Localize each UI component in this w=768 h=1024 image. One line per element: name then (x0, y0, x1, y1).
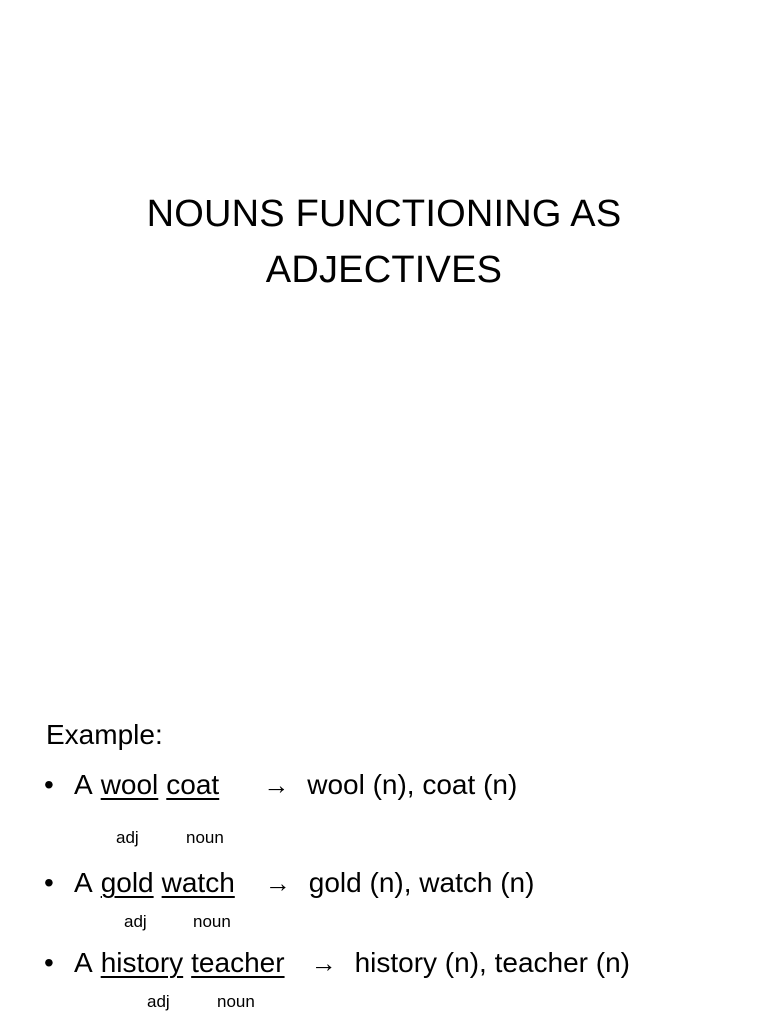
arrow-right-icon: → (310, 948, 337, 978)
adj-label: adj (116, 828, 139, 847)
noun-label: noun (217, 992, 255, 1011)
article: A (74, 947, 93, 978)
noun-word: teacher (191, 947, 285, 978)
bullet-icon: • (44, 867, 54, 898)
title-line-2: ADJECTIVES (265, 249, 503, 291)
noun-word: watch (161, 867, 235, 898)
adjective-word: history (100, 947, 184, 978)
example-item-3 (44, 945, 630, 981)
slide-title (0, 186, 768, 298)
article: A (74, 867, 93, 898)
noun-word: coat (166, 769, 220, 800)
title-line-1: NOUNS FUNCTIONING AS (146, 193, 622, 235)
example-result: wool (n), coat (n) (307, 769, 518, 800)
bullet-icon: • (44, 947, 54, 978)
adj-label: adj (124, 912, 147, 931)
example-item-1 (44, 767, 517, 803)
adjective-word: gold (100, 867, 154, 898)
arrow-right-icon: → (264, 868, 291, 898)
adj-label: adj (147, 992, 170, 1011)
noun-label: noun (193, 912, 231, 931)
arrow-right-icon: → (263, 770, 290, 800)
example-result: history (n), teacher (n) (354, 947, 630, 978)
example-result: gold (n), watch (n) (308, 867, 535, 898)
adjective-word: wool (100, 769, 159, 800)
noun-label: noun (186, 828, 224, 847)
article: A (74, 769, 93, 800)
bullet-icon: • (44, 769, 54, 800)
example-item-2 (44, 865, 534, 901)
example-heading: Example: (46, 719, 163, 750)
